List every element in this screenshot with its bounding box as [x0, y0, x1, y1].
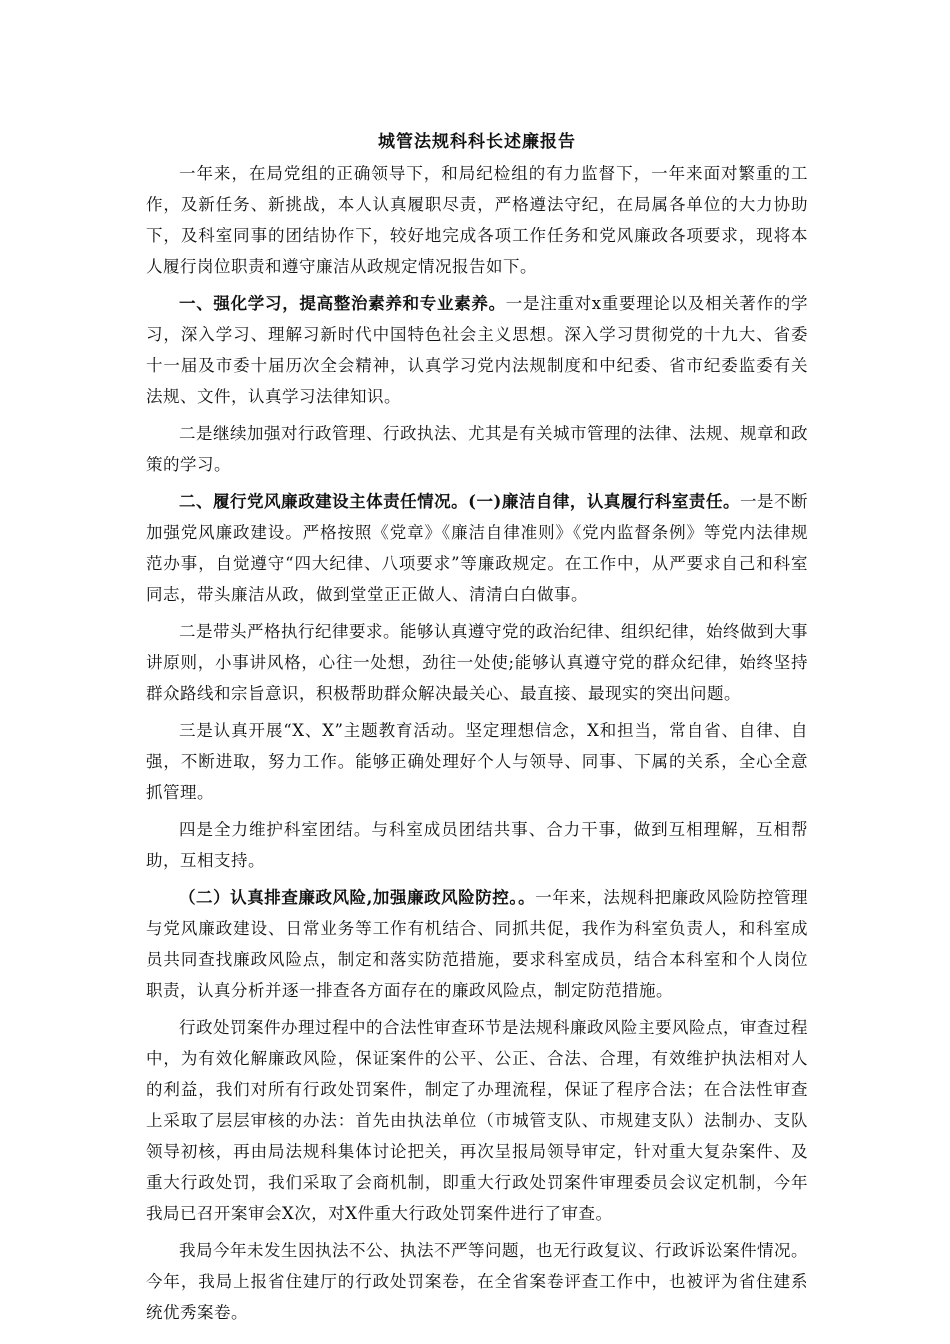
paragraph-text: 三是认真开展“X、X”主题教育活动。坚定理想信念，X和担当，常自省、自律、自强，不断进取，努力工作。能够正确处理好个人与领导、同事、下属的关系，全心全意抓管理。	[146, 721, 808, 802]
section-heading: 一、强化学习，提高整治素养和专业素养。	[179, 294, 506, 313]
paragraph-discipline	[146, 616, 808, 709]
paragraph-text: 一是注重对x重要理论以及相关著作的学习，深入学习、理解习新时代中国特色社会主义思想。深入学习贯彻党的十九大、省委十一届及市委十届历次全会精神，认真学习党内法规制度和中纪委、省市纪委监委有关法规、文件，认真学习法律知识。	[146, 294, 808, 406]
paragraph-risk-control	[146, 882, 808, 1006]
paragraph-study-laws	[146, 418, 808, 480]
paragraph-text: 我局今年未发生因执法不公、执法不严等问题，也无行政复议、行政诉讼案件情况。今年，我局上报省住建厅的行政处罚案卷，在全省案卷评查工作中，也被评为省住建系统优秀案卷。	[146, 1241, 808, 1322]
paragraph-penalty-review	[146, 1012, 808, 1229]
paragraph-text: 四是全力维护科室团结。与科室成员团结共事、合力干事，做到互相理解，互相帮助，互相支持。	[146, 820, 808, 870]
section-heading: 二、履行党风廉政建设主体责任情况。(一)廉洁自律，认真履行科室责任。	[179, 492, 740, 511]
document-title: 城管法规科科长述廉报告	[378, 132, 576, 152]
paragraph-text: 行政处罚案件办理过程中的合法性审查环节是法规科廉政风险主要风险点，审查过程中，为有效化解廉政风险，保证案件的公平、公正、合法、合理，有效维护执法相对人的利益，我们对所有行政处罚案件，制定了办理流程，保证了程序合法；在合法性审查上采取了层层审核的办法：首先由执法单位（市城管支队、市规建支队）法制办、支队领导初核，再由局法规科集体讨论把关，再次呈报局领导审定，针对重大复杂案件、及重大行政处罚，我们采取了会商机制，即重大行政处罚案件审理委员会议定机制，今年我局已召开案审会X次，对X件重大行政处罚案件进行了审查。	[146, 1018, 808, 1223]
paragraph-section-1	[146, 288, 808, 412]
paragraph-intro	[146, 158, 808, 282]
document-page	[146, 128, 808, 1334]
paragraph-text: 一年来，在局党组的正确领导下，和局纪检组的有力监督下，一年来面对繁重的工作，及新任务、新挑战，本人认真履职尽责，严格遵法守纪，在局属各单位的大力协助下，及科室同事的团结协作下，较好地完成各项工作任务和党风廉政各项要求，现将本人履行岗位职责和遵守廉洁从政规定情况报告如下。	[146, 164, 808, 276]
paragraph-unity	[146, 814, 808, 876]
paragraph-text: 一年来，法规科把廉政风险防控管理与党风廉政建设、日常业务等工作有机结合、同抓共促，我作为科室负责人，和科室成员共同查找廉政风险点，制定和落实防范措施，要求科室成员，结合本科室和个人岗位职责，认真分析并逐一排查各方面存在的廉政风险点，制定防范措施。	[146, 888, 808, 1000]
paragraph-education	[146, 715, 808, 808]
paragraph-text: 二是继续加强对行政管理、行政执法、尤其是有关城市管理的法律、法规、规章和政策的学习。	[146, 424, 808, 474]
paragraph-text: 一是不断加强党风廉政建设。严格按照《党章》《廉洁自律准则》《党内监督条例》等党内法律规范办事，自觉遵守“四大纪律、八项要求”等廉政规定。在工作中，从严要求自己和科室同志，带头廉洁从政，做到堂堂正正做人、清清白白做事。	[146, 492, 808, 604]
section-heading: （二）认真排查廉政风险,加强廉政风险防控。。	[179, 888, 536, 907]
paragraph-text: 二是带头严格执行纪律要求。能够认真遵守党的政治纪律、组织纪律，始终做到大事讲原则，小事讲风格，心往一处想，劲往一处使;能够认真遵守党的群众纪律，始终坚持群众路线和宗旨意识，积极帮助群众解决最关心、最直接、最现实的突出问题。	[146, 622, 808, 703]
paragraph-section-2	[146, 486, 808, 610]
paragraph-results	[146, 1235, 808, 1328]
